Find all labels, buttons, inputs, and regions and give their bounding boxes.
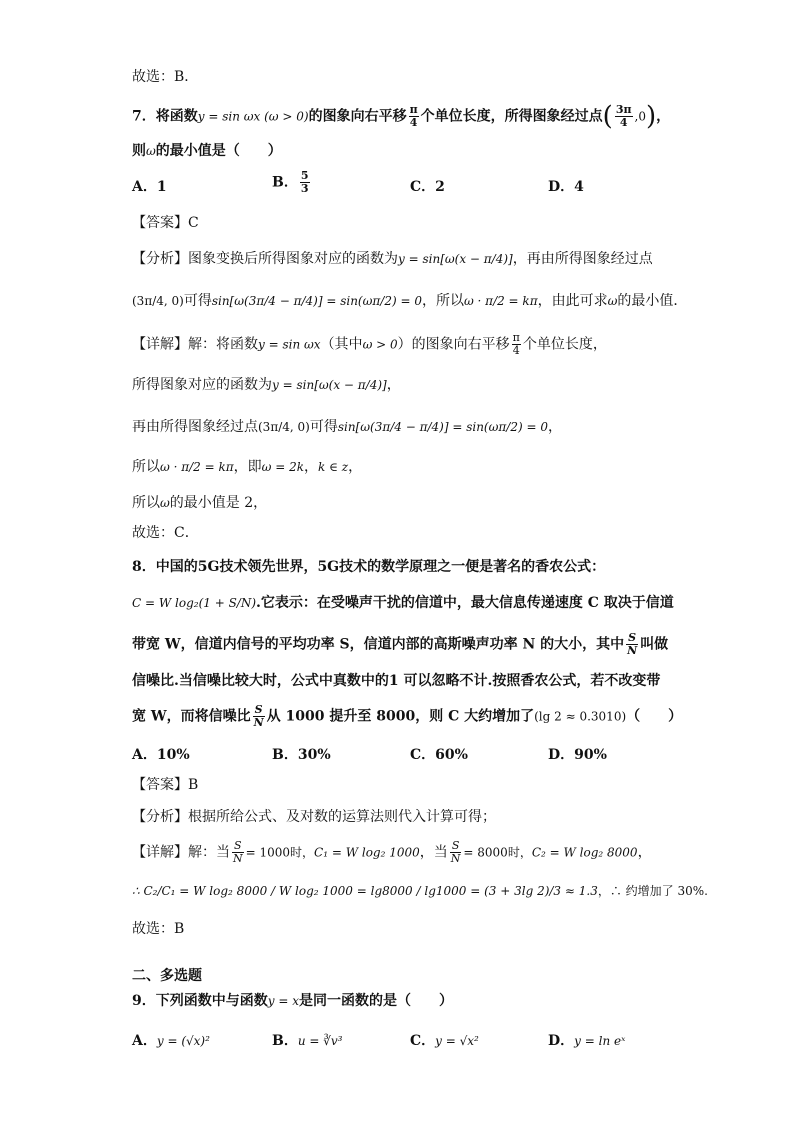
q7-analysis-line1: 【分析】图象变换后所得图象对应的函数为y = sin[ω(x − π/4)]，再由所得图象经过点 xyxy=(132,251,653,267)
q7-stem-line2: 则ω的最小值是（ ） xyxy=(132,143,282,159)
q7-answer: 【答案】C xyxy=(132,215,199,231)
answer-line-q6: 故选：B． xyxy=(132,69,199,85)
q7-stem-line1: 7．将函数y = sin ωx (ω > 0)的图象向右平移 $\frac{\pi}{4}$ 个单位长度，所得图象经过点( $\frac{3\pi}{4}$ ,0)， xyxy=(132,101,671,132)
q7-option-d: D．4 xyxy=(548,179,584,195)
q8-stem-line2: C = W log₂(1 + S/N).它表示：在受噪声干扰的信道中，最大信息传递速度 C 取决于信道 xyxy=(132,595,674,611)
q7-detail-line4: 所以ω · π/2 = kπ，即ω = 2k，k ∈ z， xyxy=(132,459,363,475)
q7-analysis-line2: (3π/4, 0)可得sin[ω(3π/4 − π/4)] = sin(ωπ/2) = 0，所以ω · π/2 = kπ，由此可求ω的最小值． xyxy=(132,293,688,309)
q9-option-c: C．y = √x² xyxy=(410,1033,479,1049)
q9-option-a: A．y = (√x)² xyxy=(132,1033,210,1049)
q8-stem-line4: 信噪比.当信噪比较大时，公式中真数中的1 可以忽略不计.按照香农公式，若不改变带 xyxy=(132,673,661,689)
q7-option-c: C．2 xyxy=(410,179,445,195)
q8-analysis: 【分析】根据所给公式、及对数的运算法则代入计算可得； xyxy=(132,809,496,825)
q8-stem-line5: 宽 W，而将信噪比 $\frac{S}{N}$ 从 1000 提升至 8000，则 C 大约增加了(lg 2 ≈ 0.3010)（ ） xyxy=(132,703,683,729)
q8-option-d: D．90% xyxy=(548,747,607,763)
q8-option-b: B．30% xyxy=(272,747,331,763)
q8-option-c: C．60% xyxy=(410,747,468,763)
q7-detail-line3: 再由所得图象经过点(3π/4, 0)可得sin[ω(3π/4 − π/4)] = sin(ωπ/2) = 0， xyxy=(132,419,562,435)
q7-detail-line6: 故选：C． xyxy=(132,525,199,541)
section-heading-multiple-choice: 二、多选题 xyxy=(132,968,202,984)
q9-option-b: B．u = ∛v³ xyxy=(272,1033,343,1049)
q7-option-b: B． $\frac{5}{3}$ xyxy=(272,169,309,195)
q7-detail-line5: 所以ω的最小值是 2， xyxy=(132,495,268,511)
q8-option-a: A．10% xyxy=(132,747,190,763)
q7-detail-line1: 【详解】解：将函数y = sin ωx（其中ω > 0）的图象向右平移 $\frac{\pi}{4}$ 个单位长度， xyxy=(132,331,607,357)
q8-stem-line1: 8．中国的5G技术领先世界，5G技术的数学原理之一便是著名的香农公式： xyxy=(132,559,606,575)
q8-detail-line3: 故选：B xyxy=(132,921,185,937)
q8-detail-line2: ∴ C₂/C₁ = W log₂ 8000 / W log₂ 1000 = lg8000 / lg1000 = (3 + 3lg 2)/3 ≈ 1.3，∴ 约增加了 30%. xyxy=(132,884,708,898)
q9-option-d: D．y = ln eˣ xyxy=(548,1033,626,1049)
q8-detail-line1: 【详解】解：当 $\frac{S}{N}$ = 1000时，C₁ = W log₂ 1000，当 $\frac{S}{N}$ = 8000时，C₂ = W log₂ 8000， xyxy=(132,839,652,865)
q8-stem-line3: 带宽 W，信道内信号的平均功率 S，信道内部的高斯噪声功率 N 的大小，其中 $\frac{S}{N}$ 叫做 xyxy=(132,631,669,657)
q7-option-a: A．1 xyxy=(132,179,167,195)
q8-answer: 【答案】B xyxy=(132,777,199,793)
q7-detail-line2: 所得图象对应的函数为y = sin[ω(x − π/4)]， xyxy=(132,377,401,393)
q9-stem: 9．下列函数中与函数y = x是同一函数的是（ ） xyxy=(132,993,453,1009)
